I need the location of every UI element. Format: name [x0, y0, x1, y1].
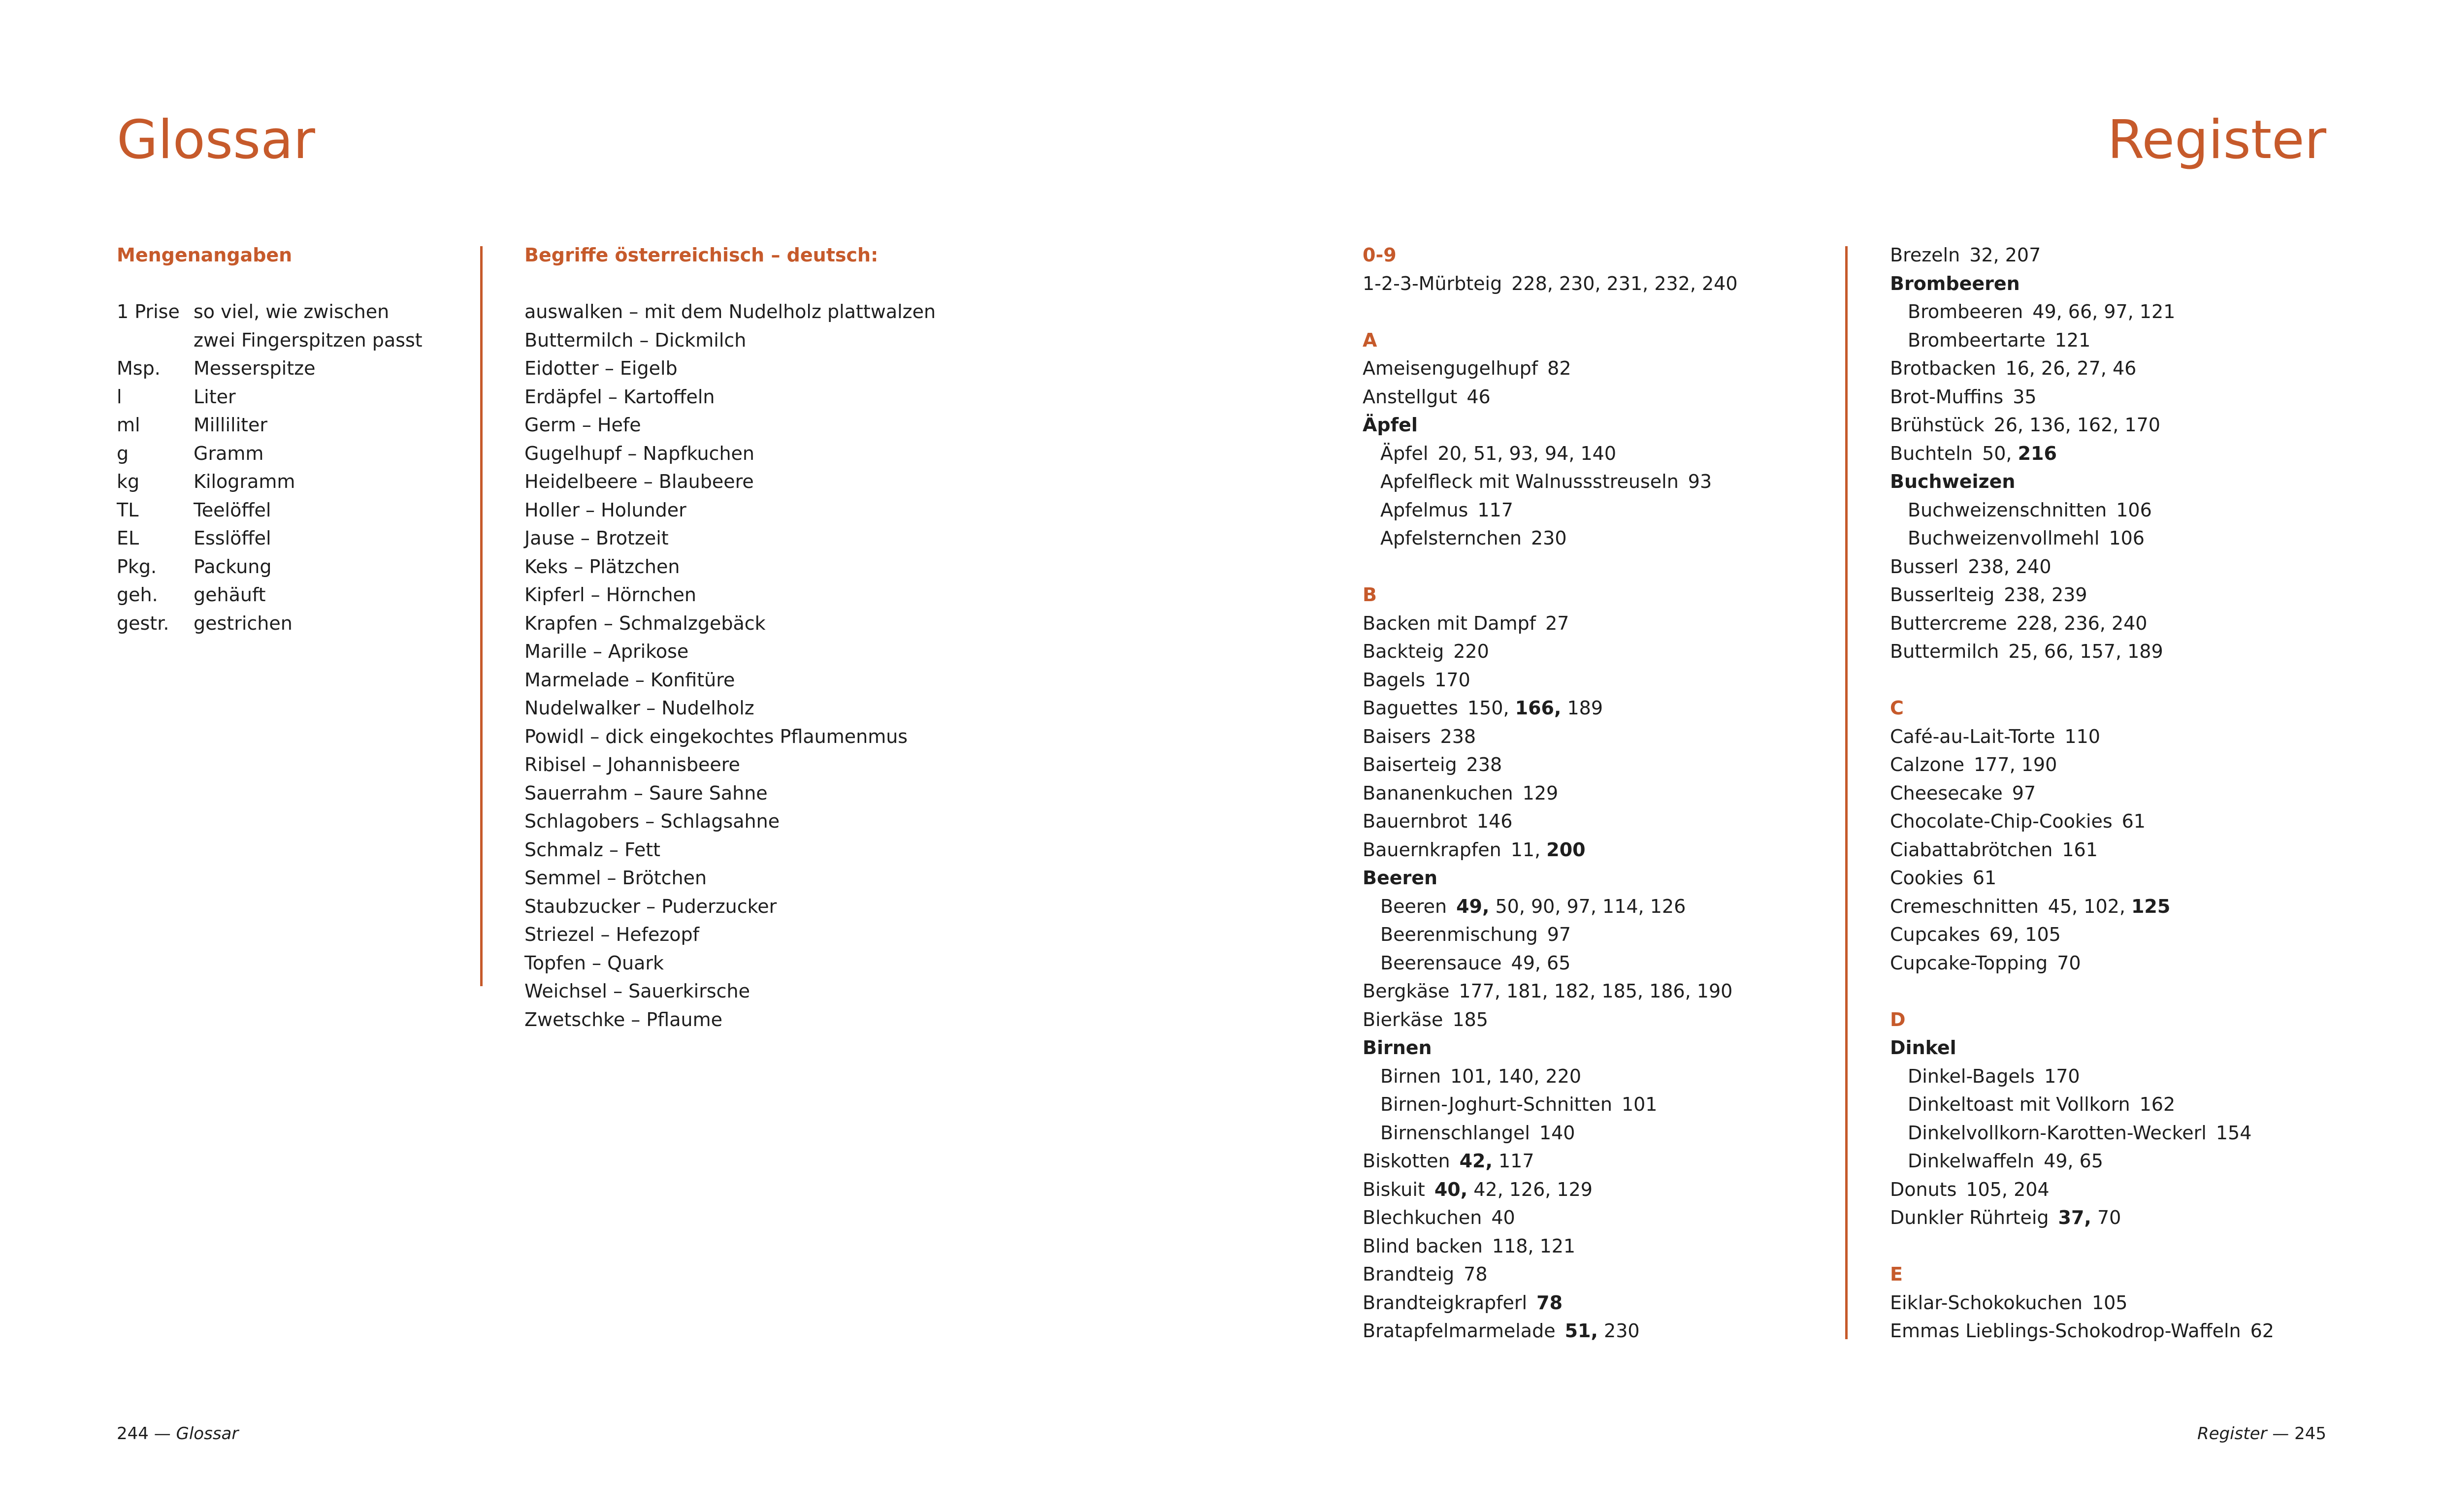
entry-name: Bagels [1363, 669, 1426, 691]
entry-name: Bergkäse [1363, 980, 1450, 1002]
measures-list [117, 298, 423, 638]
footer-left [117, 1422, 238, 1446]
page-ref: 49, 65 [2044, 1150, 2103, 1172]
entry-name: Emmas Lieblings-Schokodrop-Waffeln [1890, 1320, 2241, 1342]
entry-name: Brandteig [1363, 1263, 1455, 1285]
measure-meaning: Liter [194, 386, 236, 408]
term-item: Germ – Hefe [524, 414, 641, 436]
page-ref: 51, [1564, 1320, 1598, 1342]
entry-name: Busserlteig [1890, 584, 1995, 606]
index-letter: A [1363, 329, 1377, 351]
index-entry [1363, 270, 1738, 298]
index-entry [1363, 1204, 1738, 1232]
entry-name: Buchweizenvollmehl [1908, 527, 2100, 549]
term-item: Striezel – Hefezopf [524, 924, 700, 945]
index-letter: D [1890, 1008, 1906, 1030]
column-rule [480, 246, 483, 986]
index-entry [1890, 751, 2274, 779]
page-ref: 20, 51, 93, 94, 140 [1437, 442, 1617, 464]
index-entry [1363, 354, 1738, 383]
index-entry [1890, 383, 2274, 412]
measure-row [117, 411, 423, 440]
term-item: Staubzucker – Puderzucker [524, 895, 777, 917]
term-item: Keks – Plätzchen [524, 555, 680, 578]
page-number: — 245 [2272, 1424, 2326, 1444]
index-subentry [1890, 1119, 2274, 1148]
index-entry [1890, 1289, 2274, 1318]
page-ref: 50, 90, 97, 114, 126 [1489, 895, 1686, 917]
measure-row [117, 298, 423, 326]
entry-name: Birnen-Joghurt-Schnitten [1380, 1094, 1612, 1115]
page-ref: 101 [1621, 1094, 1658, 1115]
page-ref: 125 [2131, 895, 2171, 917]
measure-abbr: g [117, 442, 129, 464]
term-item: Weichsel – Sauerkirsche [524, 980, 750, 1002]
index-subentry [1890, 524, 2274, 553]
page-number: 244 — [117, 1424, 171, 1444]
index-group-heading: Brombeeren [1890, 272, 2020, 294]
index-subentry [1890, 1147, 2274, 1176]
page-ref: 46 [1466, 386, 1491, 408]
entry-name: Dinkel-Bagels [1908, 1065, 2035, 1087]
measures-heading: Mengenangaben [117, 244, 293, 266]
spacer [1890, 666, 2274, 695]
page-ref: 162 [2139, 1094, 2176, 1115]
index-entry [1363, 1260, 1738, 1289]
index-entry [1363, 1006, 1738, 1034]
footer-right [2197, 1422, 2326, 1446]
measures-column [117, 241, 423, 638]
index-letter: E [1890, 1263, 1903, 1285]
spacer [1363, 298, 1738, 326]
entry-name: Dinkeltoast mit Vollkorn [1908, 1094, 2130, 1115]
entry-name: Birnen [1380, 1065, 1441, 1087]
measure-row [117, 383, 423, 412]
measure-meaning: gestrichen [194, 612, 293, 634]
term-item: Sauerrahm – Saure Sahne [524, 782, 768, 804]
entry-name: Brombeertarte [1908, 329, 2046, 351]
measure-meaning: Esslöffel [194, 527, 271, 549]
index-entry [1363, 807, 1738, 836]
page-ref: 61 [2121, 810, 2146, 832]
page-ref: 220 [1453, 641, 1489, 662]
entry-name: Bierkäse [1363, 1008, 1443, 1030]
glossary-title: Glossar [117, 109, 315, 171]
entry-name: Chocolate-Chip-Cookies [1890, 810, 2113, 832]
entry-name: Donuts [1890, 1178, 1957, 1200]
footer-label: Register [2197, 1424, 2267, 1444]
entry-name: Brezeln [1890, 244, 1960, 266]
measure-row [117, 496, 423, 525]
entry-name: Biskuit [1363, 1178, 1425, 1200]
index-subentry [1363, 1119, 1738, 1148]
entry-name: Backen mit Dampf [1363, 612, 1536, 634]
page-ref: 105, 204 [1966, 1178, 2050, 1200]
index-entry [1890, 779, 2274, 808]
entry-name: Beeren [1380, 895, 1447, 917]
page-ref: 117 [1477, 499, 1513, 521]
page-ref: 40, [1434, 1178, 1468, 1200]
entry-name: Calzone [1890, 754, 1965, 775]
page-ref: 35 [2013, 386, 2037, 408]
page-ref: 110 [2064, 725, 2100, 747]
page-ref: 161 [2062, 838, 2098, 861]
term-item: Holler – Holunder [524, 499, 686, 521]
page-ref: 27 [1545, 612, 1569, 634]
entry-name: Dinkelvollkorn-Karotten-Weckerl [1908, 1122, 2207, 1144]
page-ref: 61 [1972, 867, 1997, 889]
term-item: Zwetschke – Pflaume [524, 1008, 722, 1030]
measure-row [117, 610, 423, 638]
page-ref: 49, [1456, 895, 1490, 917]
term-item: Marille – Aprikose [524, 641, 689, 662]
term-item: Powidl – dick eingekochtes Pflaumenmus [524, 725, 908, 747]
measure-row [117, 326, 423, 355]
index-entry [1363, 751, 1738, 779]
index-subentry [1363, 440, 1738, 468]
index-entry [1890, 354, 2274, 383]
entry-name: Bauernkrapfen [1363, 838, 1501, 861]
entry-name: Brotbacken [1890, 357, 1996, 379]
index-subentry [1363, 496, 1738, 525]
page-ref: 150, [1467, 697, 1515, 719]
page-ref: 170 [1434, 669, 1470, 691]
measure-row [117, 524, 423, 553]
measure-abbr: 1 Prise [117, 301, 180, 322]
index-entry [1890, 241, 2274, 270]
measure-row [117, 440, 423, 468]
page-ref: 42, [1459, 1150, 1493, 1172]
index-subentry [1363, 1091, 1738, 1119]
index-entry [1890, 893, 2274, 921]
page-ref: 82 [1547, 357, 1571, 379]
index-entry [1890, 553, 2274, 581]
entry-name: Buchweizenschnitten [1908, 499, 2107, 521]
term-item: Jause – Brotzeit [524, 527, 669, 549]
measure-abbr: geh. [117, 584, 158, 606]
term-item: Marmelade – Konfitüre [524, 669, 735, 691]
measure-abbr [117, 326, 194, 355]
entry-name: Äpfel [1380, 442, 1429, 464]
entry-name: Busserl [1890, 555, 1959, 578]
page-ref: 238 [1440, 725, 1476, 747]
entry-name: Beerensauce [1380, 952, 1502, 974]
index-entry [1363, 836, 1738, 865]
register-column-2 [1890, 241, 2274, 1346]
page-ref: 238, 240 [1968, 555, 2052, 578]
index-group-heading: Beeren [1363, 867, 1438, 889]
measure-meaning: Teelöffel [194, 499, 271, 521]
entry-name: Ameisengugelhupf [1363, 357, 1538, 379]
entry-name: Baisers [1363, 725, 1431, 747]
term-item: Ribisel – Johannisbeere [524, 754, 740, 775]
entry-name: Café-au-Lait-Torte [1890, 725, 2055, 747]
index-entry [1363, 666, 1738, 695]
measure-row [117, 468, 423, 496]
page-ref: 49, 66, 97, 121 [2032, 301, 2176, 322]
entry-name: Brühstück [1890, 414, 1985, 436]
index-letter: B [1363, 584, 1377, 606]
measure-row [117, 553, 423, 581]
index-entry [1890, 836, 2274, 865]
register-column-1 [1363, 241, 1738, 1346]
entry-name: Brot-Muffins [1890, 386, 2004, 408]
page-ref: 230 [1597, 1320, 1640, 1342]
page-ref: 177, 181, 182, 185, 186, 190 [1459, 980, 1733, 1002]
measure-meaning: zwei Fingerspitzen passt [194, 329, 423, 351]
page-ref: 78 [1536, 1291, 1563, 1314]
index-entry [1363, 1176, 1738, 1204]
page-ref: 106 [2116, 499, 2152, 521]
term-item: Semmel – Brötchen [524, 867, 707, 889]
index-entry [1363, 383, 1738, 412]
entry-name: Apfelfleck mit Walnussstreuseln [1380, 471, 1679, 492]
index-subentry [1363, 921, 1738, 949]
page-ref: 101, 140, 220 [1450, 1065, 1582, 1087]
index-subentry [1890, 1091, 2274, 1119]
entry-name: Blind backen [1363, 1235, 1483, 1257]
term-item: Krapfen – Schmalzgebäck [524, 612, 766, 634]
terms-heading: Begriffe österreichisch – deutsch: [524, 244, 879, 266]
entry-name: Dunkler Rührteig [1890, 1207, 2049, 1228]
page-ref: 118, 121 [1492, 1235, 1576, 1257]
measure-abbr: ml [117, 414, 140, 436]
entry-name: Blechkuchen [1363, 1207, 1482, 1228]
measure-abbr: Msp. [117, 357, 161, 379]
index-entry [1890, 807, 2274, 836]
measure-meaning: Gramm [194, 442, 264, 464]
entry-name: Cupcake-Topping [1890, 952, 2048, 974]
page-ref: 185 [1452, 1008, 1488, 1030]
entry-name: Ciabattabrötchen [1890, 838, 2053, 861]
index-subentry [1363, 524, 1738, 553]
entry-name: Beerenmischung [1380, 924, 1538, 945]
page-ref: 70 [2057, 952, 2081, 974]
measure-abbr: l [117, 386, 122, 408]
page-ref: 200 [1546, 838, 1586, 861]
index-entry [1363, 1147, 1738, 1176]
index-entry [1890, 921, 2274, 949]
page-ref: 32, 207 [1969, 244, 2041, 266]
page-ref: 105 [2091, 1291, 2128, 1314]
measure-row [117, 354, 423, 383]
index-entry [1890, 723, 2274, 751]
measure-abbr: Pkg. [117, 555, 157, 578]
index-entry [1890, 1317, 2274, 1346]
page-ref: 189 [1561, 697, 1603, 719]
entry-name: Cookies [1890, 867, 1963, 889]
index-group-heading: Buchweizen [1890, 471, 2016, 492]
page-ref: 121 [2054, 329, 2091, 351]
spacer [1890, 977, 2274, 1006]
register-title: Register [2107, 109, 2326, 171]
page-ref: 140 [1539, 1122, 1575, 1144]
index-group-heading: Birnen [1363, 1037, 1432, 1059]
page-ref: 238 [1466, 754, 1502, 775]
page-ref: 166, [1515, 697, 1562, 719]
term-item: Heidelbeere – Blaubeere [524, 471, 754, 492]
term-item: Nudelwalker – Nudelholz [524, 697, 754, 719]
page-ref: 42, 126, 129 [1467, 1178, 1593, 1200]
page-ref: 177, 190 [1974, 754, 2057, 775]
index-entry [1890, 610, 2274, 638]
page-ref: 97 [1547, 924, 1571, 945]
index-entry [1890, 1204, 2274, 1232]
index-entry [1363, 610, 1738, 638]
index-entry [1363, 779, 1738, 808]
term-item: auswalken – mit dem Nudelholz plattwalzen [524, 301, 936, 322]
entry-name: Backteig [1363, 641, 1444, 662]
entry-name: Buttercreme [1890, 612, 2007, 634]
index-entry [1363, 638, 1738, 666]
index-group-heading: Dinkel [1890, 1037, 1956, 1059]
entry-name: Bauernbrot [1363, 810, 1467, 832]
page-ref: 40 [1491, 1207, 1515, 1228]
entry-name: Baguettes [1363, 697, 1458, 719]
term-item: Schlagobers – Schlagsahne [524, 810, 780, 832]
entry-name: Buttermilch [1890, 641, 1999, 662]
term-item: Eidotter – Eigelb [524, 357, 678, 379]
page-ref: 26, 136, 162, 170 [1993, 414, 2160, 436]
index-subentry [1363, 1062, 1738, 1091]
index-entry [1890, 1176, 2274, 1204]
page-ref: 50, [1982, 442, 2018, 464]
terms-column [524, 241, 936, 1034]
page-ref: 25, 66, 157, 189 [2008, 641, 2163, 662]
index-entry [1890, 581, 2274, 610]
page-ref: 129 [1522, 782, 1559, 804]
term-item: Erdäpfel – Kartoffeln [524, 386, 715, 408]
index-entry [1363, 1289, 1738, 1318]
entry-name: 1-2-3-Mürbteig [1363, 272, 1502, 294]
page-ref: 11, [1510, 838, 1547, 861]
page-ref: 97 [2012, 782, 2036, 804]
index-entry [1890, 864, 2274, 893]
measure-meaning: so viel, wie zwischen [194, 301, 390, 322]
measure-abbr: TL [117, 499, 139, 521]
column-rule [1845, 246, 1848, 1339]
terms-list [524, 298, 936, 1034]
entry-name: Biskotten [1363, 1150, 1450, 1172]
index-entry [1363, 723, 1738, 751]
measure-row [117, 581, 423, 610]
index-entry [1363, 1317, 1738, 1346]
page-ref: 228, 230, 231, 232, 240 [1511, 272, 1738, 294]
measure-meaning: Packung [194, 555, 272, 578]
page-ref: 70 [2091, 1207, 2121, 1228]
entry-name: Brombeeren [1908, 301, 2023, 322]
page-ref: 154 [2215, 1122, 2252, 1144]
term-item: Gugelhupf – Napfkuchen [524, 442, 754, 464]
measure-meaning: Messerspitze [194, 357, 316, 379]
entry-name: Cupcakes [1890, 924, 1980, 945]
index-letter: C [1890, 697, 1904, 719]
page-ref: 78 [1464, 1263, 1488, 1285]
page-ref: 93 [1688, 471, 1712, 492]
index-subentry [1363, 468, 1738, 496]
page-ref: 62 [2250, 1320, 2274, 1342]
page-ref: 106 [2109, 527, 2145, 549]
index-subentry [1363, 949, 1738, 978]
measure-abbr: EL [117, 527, 139, 549]
entry-name: Anstellgut [1363, 386, 1458, 408]
index-subentry [1363, 893, 1738, 921]
page-ref: 216 [2018, 442, 2057, 464]
entry-name: Baiserteig [1363, 754, 1457, 775]
entry-name: Birnenschlangel [1380, 1122, 1530, 1144]
entry-name: Brandteigkrapferl [1363, 1291, 1528, 1314]
page-ref: 16, 26, 27, 46 [2005, 357, 2137, 379]
entry-name: Buchteln [1890, 442, 1973, 464]
index-subentry [1890, 496, 2274, 525]
entry-name: Cremeschnitten [1890, 895, 2039, 917]
page-ref: 170 [2044, 1065, 2080, 1087]
term-item: Kipferl – Hörnchen [524, 584, 696, 606]
index-subentry [1890, 298, 2274, 326]
measure-abbr: gestr. [117, 612, 169, 634]
measure-meaning: Milliliter [194, 414, 268, 436]
term-item: Topfen – Quark [524, 952, 664, 974]
index-subentry [1890, 326, 2274, 355]
page-ref: 230 [1531, 527, 1567, 549]
entry-name: Eiklar-Schokokuchen [1890, 1291, 2083, 1314]
entry-name: Dinkelwaffeln [1908, 1150, 2035, 1172]
term-item: Schmalz – Fett [524, 838, 661, 861]
page-ref: 49, 65 [1511, 952, 1571, 974]
index-entry [1363, 694, 1738, 723]
page-ref: 117 [1492, 1150, 1534, 1172]
index-entry [1890, 949, 2274, 978]
spacer [1363, 553, 1738, 581]
index-entry [1890, 638, 2274, 666]
index-letter: 0-9 [1363, 244, 1397, 266]
index-group-heading: Äpfel [1363, 414, 1418, 436]
index-entry [1363, 977, 1738, 1006]
page-ref: 228, 236, 240 [2016, 612, 2148, 634]
entry-name: Bananenkuchen [1363, 782, 1513, 804]
index-subentry [1890, 1062, 2274, 1091]
page-ref: 238, 239 [2004, 584, 2087, 606]
entry-name: Apfelsternchen [1380, 527, 1522, 549]
term-item: Buttermilch – Dickmilch [524, 329, 747, 351]
page-ref: 37, [2058, 1207, 2091, 1228]
measure-abbr: kg [117, 471, 140, 492]
page-ref: 69, 105 [1989, 924, 2061, 945]
measure-meaning: Kilogramm [194, 471, 295, 492]
index-entry [1890, 440, 2274, 468]
entry-name: Apfelmus [1380, 499, 1468, 521]
entry-name: Cheesecake [1890, 782, 2003, 804]
index-entry [1363, 1232, 1738, 1261]
entry-name: Bratapfelmarmelade [1363, 1320, 1556, 1342]
page-ref: 45, 102, [2048, 895, 2131, 917]
spacer [1890, 1232, 2274, 1261]
index-entry [1890, 411, 2274, 440]
measure-meaning: gehäuft [194, 584, 266, 606]
footer-label: Glossar [176, 1424, 239, 1444]
page-ref: 146 [1476, 810, 1513, 832]
